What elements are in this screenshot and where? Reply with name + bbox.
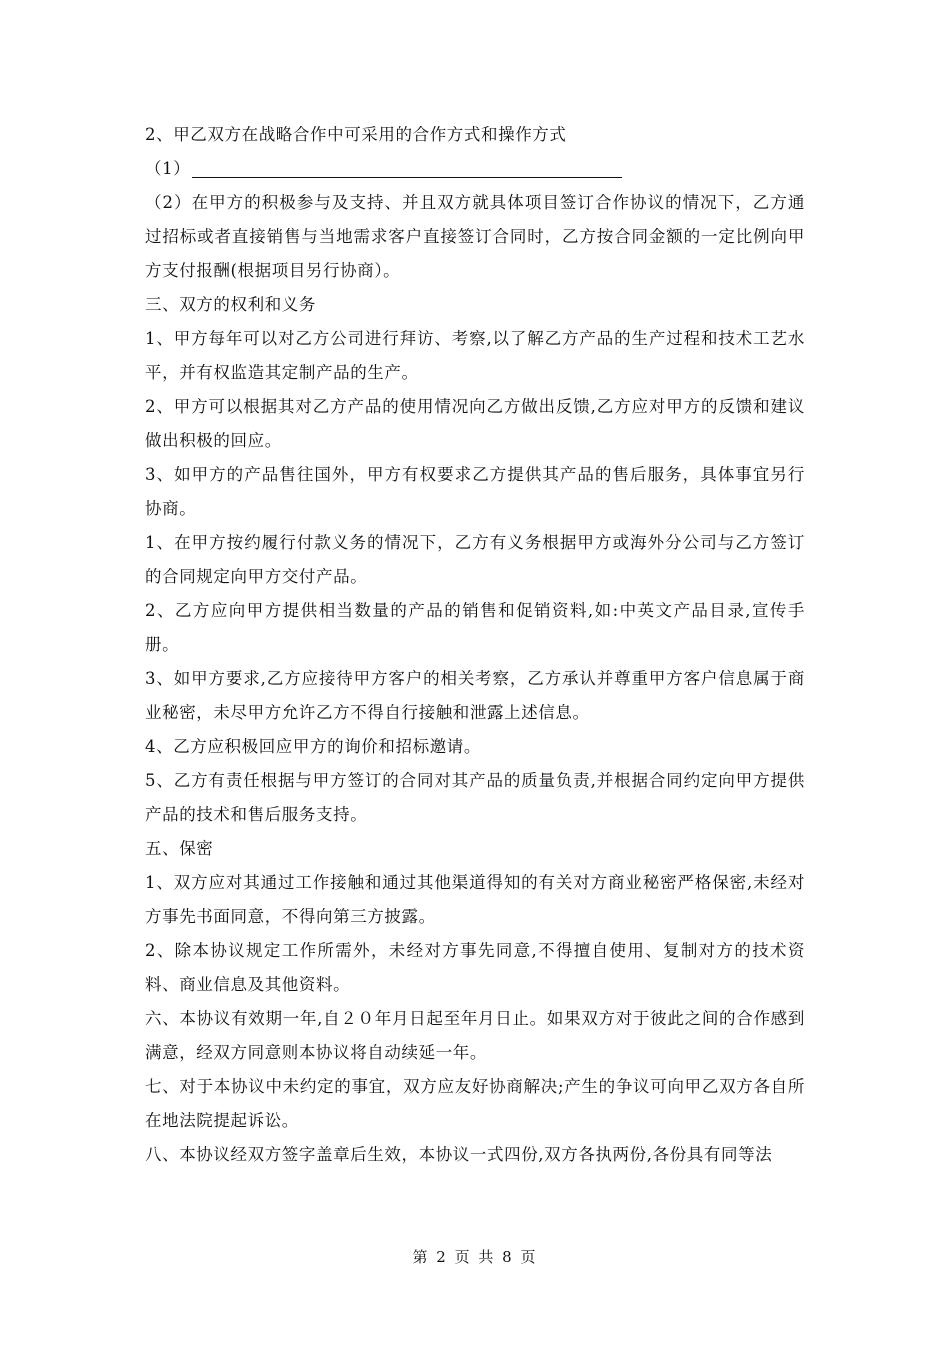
paragraph: 3、如甲方的产品售往国外，甲方有权要求乙方提供其产品的售后服务，具体事宜另行协商。 — [145, 465, 805, 518]
paragraph: 2、甲方可以根据其对乙方产品的使用情况向乙方做出反馈,乙方应对甲方的反馈和建议做出积极的回应。 — [145, 397, 805, 450]
document-body — [145, 118, 805, 1172]
paragraph: 2、乙方应向甲方提供相当数量的产品的销售和促销资料,如:中英文产品目录,宣传手册。 — [145, 601, 805, 654]
paragraph: 1、双方应对其通过工作接触和通过其他渠道得知的有关对方商业秘密严格保密,未经对方事先书面同意，不得向第三方披露。 — [145, 873, 805, 926]
paragraph: 1、甲方每年可以对乙方公司进行拜访、考察,以了解乙方产品的生产过程和技术工艺水平，并有权监造其定制产品的生产。 — [145, 329, 805, 382]
paragraph: 2、甲乙双方在战略合作中可采用的合作方式和操作方式 — [145, 125, 567, 144]
page-number-footer: 第 2 页 共 8 页 — [412, 1248, 538, 1266]
paragraph: （2）在甲方的积极参与及支持、并且双方就具体项目签订合作协议的情况下，乙方通过招标或者直接销售与当地需求客户直接签订合同时，乙方按合同金额的一定比例向甲方支付报酬(根据项目另行协商）。 — [145, 193, 805, 280]
paragraph: 六、本协议有效期一年,自２０年月日起至年月日止。如果双方对于彼此之间的合作感到满意，经双方同意则本协议将自动续延一年。 — [145, 1009, 805, 1062]
paragraph: 5、乙方有责任根据与甲方签订的合同对其产品的质量负责,并根据合同约定向甲方提供产品的技术和售后服务支持。 — [145, 771, 805, 824]
paragraph: 4、乙方应积极回应甲方的询价和招标邀请。 — [145, 737, 481, 756]
paragraph: 八、本协议经双方签字盖章后生效，本协议一式四份,双方各执两份,各份具有同等法 — [145, 1145, 773, 1164]
section-heading: 五、保密 — [145, 839, 214, 858]
section-heading: 三、双方的权利和义务 — [145, 295, 316, 314]
fill-in-line — [145, 152, 805, 186]
paragraph: 1、在甲方按约履行付款义务的情况下，乙方有义务根据甲方或海外分公司与乙方签订的合同规定向甲方交付产品。 — [145, 533, 805, 586]
fill-in-blank — [192, 155, 622, 178]
paragraph: 3、如甲方要求,乙方应接待甲方客户的相关考察，乙方承认并尊重甲方客户信息属于商业秘密，未尽甲方允许乙方不得自行接触和泄露上述信息。 — [145, 669, 805, 722]
fill-in-label: （1） — [145, 159, 191, 178]
paragraph: 七、对于本协议中未约定的事宜，双方应友好协商解决;产生的争议可向甲乙双方各自所在地法院提起诉讼。 — [145, 1077, 805, 1130]
paragraph: 2、除本协议规定工作所需外，未经对方事先同意,不得擅自使用、复制对方的技术资料、商业信息及其他资料。 — [145, 941, 805, 994]
